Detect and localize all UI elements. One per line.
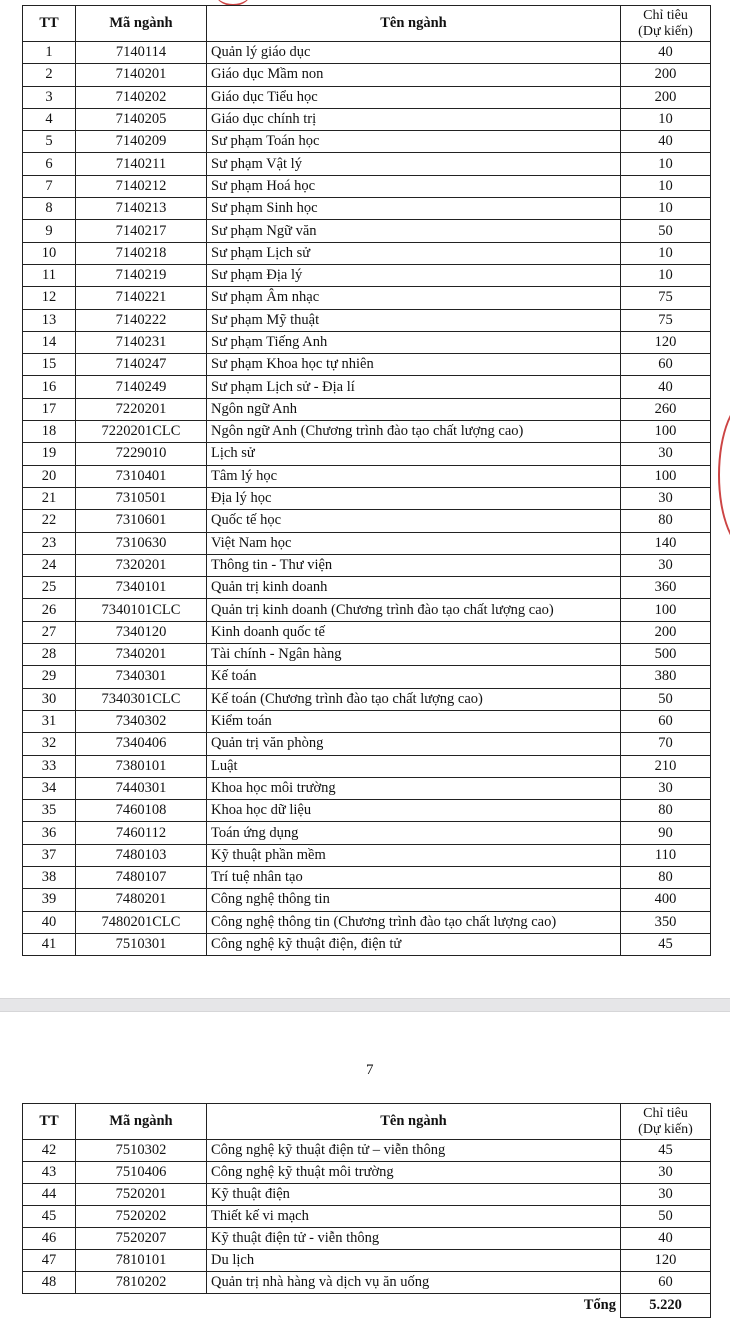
row-quota: 120 xyxy=(621,1250,711,1272)
table-row xyxy=(23,599,711,621)
row-name: Công nghệ thông tin (Chương trình đào tạo chất lượng cao) xyxy=(207,911,621,933)
row-name: Giáo dục chính trị xyxy=(207,108,621,130)
row-quota: 40 xyxy=(621,131,711,153)
row-code: 7340301 xyxy=(76,666,207,688)
row-tt: 16 xyxy=(23,376,76,398)
row-name: Trí tuệ nhân tạo xyxy=(207,866,621,888)
row-quota: 45 xyxy=(621,933,711,955)
table-row xyxy=(23,911,711,933)
page-break-divider xyxy=(0,998,730,1012)
row-code: 7510302 xyxy=(76,1140,207,1162)
row-tt: 9 xyxy=(23,220,76,242)
row-code: 7140217 xyxy=(76,220,207,242)
header-name: Tên ngành xyxy=(207,6,621,42)
header-name: Tên ngành xyxy=(207,1104,621,1140)
row-name: Công nghệ kỹ thuật môi trường xyxy=(207,1162,621,1184)
row-code: 7140201 xyxy=(76,64,207,86)
table-row xyxy=(23,86,711,108)
table-row xyxy=(23,510,711,532)
row-code: 7810101 xyxy=(76,1250,207,1272)
row-tt: 2 xyxy=(23,64,76,86)
table-row xyxy=(23,487,711,509)
row-name: Quản trị kinh doanh xyxy=(207,577,621,599)
row-name: Sư phạm Toán học xyxy=(207,131,621,153)
row-quota: 10 xyxy=(621,242,711,264)
row-quota: 90 xyxy=(621,822,711,844)
row-tt: 12 xyxy=(23,287,76,309)
row-tt: 20 xyxy=(23,465,76,487)
row-code: 7480103 xyxy=(76,844,207,866)
row-code: 7140247 xyxy=(76,354,207,376)
row-code: 7440301 xyxy=(76,777,207,799)
row-name: Sư phạm Lịch sử - Địa lí xyxy=(207,376,621,398)
row-quota: 100 xyxy=(621,599,711,621)
row-quota: 100 xyxy=(621,421,711,443)
header-quota-line2: (Dự kiến) xyxy=(638,1121,693,1137)
row-name: Sư phạm Âm nhạc xyxy=(207,287,621,309)
row-name: Kế toán xyxy=(207,666,621,688)
row-code: 7480107 xyxy=(76,866,207,888)
table-row xyxy=(23,220,711,242)
row-quota: 360 xyxy=(621,577,711,599)
row-name: Sư phạm Sinh học xyxy=(207,198,621,220)
row-tt: 40 xyxy=(23,911,76,933)
row-code: 7140213 xyxy=(76,198,207,220)
row-name: Toán ứng dụng xyxy=(207,822,621,844)
row-code: 7460112 xyxy=(76,822,207,844)
row-code: 7340101 xyxy=(76,577,207,599)
row-code: 7810202 xyxy=(76,1272,207,1294)
row-tt: 8 xyxy=(23,198,76,220)
row-code: 7520207 xyxy=(76,1228,207,1250)
row-tt: 29 xyxy=(23,666,76,688)
row-tt: 6 xyxy=(23,153,76,175)
row-name: Kỹ thuật điện tử - viễn thông xyxy=(207,1228,621,1250)
row-name: Ngôn ngữ Anh (Chương trình đào tạo chất lượng cao) xyxy=(207,421,621,443)
table-row xyxy=(23,264,711,286)
row-tt: 47 xyxy=(23,1250,76,1272)
row-quota: 110 xyxy=(621,844,711,866)
row-name: Kỹ thuật điện xyxy=(207,1184,621,1206)
row-tt: 31 xyxy=(23,710,76,732)
row-quota: 30 xyxy=(621,443,711,465)
row-tt: 5 xyxy=(23,131,76,153)
row-tt: 17 xyxy=(23,398,76,420)
row-tt: 36 xyxy=(23,822,76,844)
row-tt: 15 xyxy=(23,354,76,376)
row-name: Ngôn ngữ Anh xyxy=(207,398,621,420)
table-row xyxy=(23,844,711,866)
row-name: Quản lý giáo dục xyxy=(207,42,621,64)
majors-table-page2 xyxy=(22,1103,711,1318)
row-code: 7140212 xyxy=(76,175,207,197)
table-row xyxy=(23,800,711,822)
row-name: Luật xyxy=(207,755,621,777)
row-code: 7140222 xyxy=(76,309,207,331)
table-row xyxy=(23,1162,711,1184)
header-quota xyxy=(621,1104,711,1140)
row-tt: 32 xyxy=(23,733,76,755)
row-code: 7340101CLC xyxy=(76,599,207,621)
header-quota xyxy=(621,6,711,42)
row-tt: 34 xyxy=(23,777,76,799)
table-row xyxy=(23,1228,711,1250)
row-code: 7140218 xyxy=(76,242,207,264)
table-row xyxy=(23,175,711,197)
row-name: Kiểm toán xyxy=(207,710,621,732)
row-tt: 24 xyxy=(23,554,76,576)
row-code: 7340302 xyxy=(76,710,207,732)
table-row xyxy=(23,822,711,844)
table-row xyxy=(23,398,711,420)
row-code: 7520202 xyxy=(76,1206,207,1228)
table-row xyxy=(23,42,711,64)
row-quota: 80 xyxy=(621,866,711,888)
header-quota-line2: (Dự kiến) xyxy=(638,23,693,39)
majors-table-page1 xyxy=(22,5,711,956)
header-quota-line1: Chỉ tiêu xyxy=(643,1105,688,1121)
row-name: Thông tin - Thư viện xyxy=(207,554,621,576)
table-row xyxy=(23,1272,711,1294)
row-quota: 200 xyxy=(621,86,711,108)
table-row xyxy=(23,287,711,309)
row-name: Sư phạm Tiếng Anh xyxy=(207,331,621,353)
row-tt: 28 xyxy=(23,644,76,666)
row-quota: 40 xyxy=(621,1228,711,1250)
row-name: Tâm lý học xyxy=(207,465,621,487)
row-quota: 30 xyxy=(621,487,711,509)
row-name: Địa lý học xyxy=(207,487,621,509)
row-code: 7340301CLC xyxy=(76,688,207,710)
row-code: 7460108 xyxy=(76,800,207,822)
row-name: Kỹ thuật phần mềm xyxy=(207,844,621,866)
row-code: 7480201CLC xyxy=(76,911,207,933)
header-code: Mã ngành xyxy=(76,1104,207,1140)
row-tt: 48 xyxy=(23,1272,76,1294)
row-quota: 50 xyxy=(621,1206,711,1228)
row-name: Kinh doanh quốc tế xyxy=(207,621,621,643)
row-name: Du lịch xyxy=(207,1250,621,1272)
row-quota: 380 xyxy=(621,666,711,688)
row-name: Quốc tế học xyxy=(207,510,621,532)
page-number: 7 xyxy=(366,1062,374,1078)
row-name: Sư phạm Địa lý xyxy=(207,264,621,286)
row-code: 7340406 xyxy=(76,733,207,755)
row-quota: 50 xyxy=(621,688,711,710)
row-tt: 37 xyxy=(23,844,76,866)
table-row xyxy=(23,1140,711,1162)
row-name: Việt Nam học xyxy=(207,532,621,554)
row-name: Giáo dục Mầm non xyxy=(207,64,621,86)
row-tt: 23 xyxy=(23,532,76,554)
row-name: Lịch sử xyxy=(207,443,621,465)
table-row xyxy=(23,108,711,130)
row-quota: 10 xyxy=(621,108,711,130)
total-label: Tổng xyxy=(207,1294,621,1318)
row-quota: 70 xyxy=(621,733,711,755)
table-row xyxy=(23,421,711,443)
row-name: Giáo dục Tiểu học xyxy=(207,86,621,108)
row-name: Sư phạm Khoa học tự nhiên xyxy=(207,354,621,376)
row-quota: 80 xyxy=(621,510,711,532)
row-quota: 40 xyxy=(621,376,711,398)
row-tt: 3 xyxy=(23,86,76,108)
row-tt: 14 xyxy=(23,331,76,353)
table-row xyxy=(23,376,711,398)
row-quota: 10 xyxy=(621,175,711,197)
row-tt: 4 xyxy=(23,108,76,130)
table-row xyxy=(23,64,711,86)
row-name: Khoa học môi trường xyxy=(207,777,621,799)
row-code: 7310501 xyxy=(76,487,207,509)
row-code: 7310601 xyxy=(76,510,207,532)
row-tt: 38 xyxy=(23,866,76,888)
row-tt: 44 xyxy=(23,1184,76,1206)
row-tt: 18 xyxy=(23,421,76,443)
row-quota: 140 xyxy=(621,532,711,554)
header-code: Mã ngành xyxy=(76,6,207,42)
row-quota: 100 xyxy=(621,465,711,487)
row-tt: 22 xyxy=(23,510,76,532)
row-code: 7480201 xyxy=(76,889,207,911)
row-quota: 260 xyxy=(621,398,711,420)
row-name: Sư phạm Hoá học xyxy=(207,175,621,197)
row-code: 7380101 xyxy=(76,755,207,777)
table-row xyxy=(23,777,711,799)
header-tt: TT xyxy=(23,6,76,42)
row-code: 7140209 xyxy=(76,131,207,153)
row-code: 7140114 xyxy=(76,42,207,64)
row-quota: 10 xyxy=(621,198,711,220)
table-row xyxy=(23,198,711,220)
total-value: 5.220 xyxy=(621,1294,711,1318)
row-code: 7320201 xyxy=(76,554,207,576)
row-name: Quản trị văn phòng xyxy=(207,733,621,755)
row-tt: 43 xyxy=(23,1162,76,1184)
total-row xyxy=(23,1294,711,1318)
table-header-row xyxy=(23,1104,711,1140)
row-code: 7340120 xyxy=(76,621,207,643)
row-tt: 27 xyxy=(23,621,76,643)
row-quota: 500 xyxy=(621,644,711,666)
table-row xyxy=(23,644,711,666)
row-name: Sư phạm Lịch sử xyxy=(207,242,621,264)
row-code: 7140219 xyxy=(76,264,207,286)
table-row xyxy=(23,1250,711,1272)
table-body-page2 xyxy=(23,1140,711,1294)
header-tt: TT xyxy=(23,1104,76,1140)
row-quota: 75 xyxy=(621,287,711,309)
row-quota: 400 xyxy=(621,889,711,911)
row-tt: 42 xyxy=(23,1140,76,1162)
row-quota: 30 xyxy=(621,554,711,576)
row-quota: 75 xyxy=(621,309,711,331)
row-code: 7510406 xyxy=(76,1162,207,1184)
row-tt: 7 xyxy=(23,175,76,197)
row-tt: 19 xyxy=(23,443,76,465)
seal-stamp-right xyxy=(718,398,730,552)
row-code: 7140211 xyxy=(76,153,207,175)
row-quota: 80 xyxy=(621,800,711,822)
row-code: 7220201CLC xyxy=(76,421,207,443)
row-name: Tài chính - Ngân hàng xyxy=(207,644,621,666)
row-quota: 60 xyxy=(621,354,711,376)
table-row xyxy=(23,309,711,331)
table-row xyxy=(23,621,711,643)
table-row xyxy=(23,710,711,732)
table-row xyxy=(23,465,711,487)
row-code: 7140249 xyxy=(76,376,207,398)
row-quota: 120 xyxy=(621,331,711,353)
row-tt: 11 xyxy=(23,264,76,286)
row-code: 7229010 xyxy=(76,443,207,465)
row-code: 7140231 xyxy=(76,331,207,353)
row-quota: 60 xyxy=(621,710,711,732)
row-code: 7310630 xyxy=(76,532,207,554)
row-tt: 35 xyxy=(23,800,76,822)
row-tt: 41 xyxy=(23,933,76,955)
row-name: Khoa học dữ liệu xyxy=(207,800,621,822)
row-tt: 13 xyxy=(23,309,76,331)
row-quota: 30 xyxy=(621,1162,711,1184)
row-quota: 200 xyxy=(621,621,711,643)
table-row xyxy=(23,577,711,599)
row-quota: 350 xyxy=(621,911,711,933)
table-row xyxy=(23,443,711,465)
row-code: 7140202 xyxy=(76,86,207,108)
table-row xyxy=(23,354,711,376)
row-quota: 30 xyxy=(621,1184,711,1206)
row-quota: 40 xyxy=(621,42,711,64)
row-name: Quản trị nhà hàng và dịch vụ ăn uống xyxy=(207,1272,621,1294)
header-quota-line1: Chỉ tiêu xyxy=(643,7,688,23)
table-row xyxy=(23,331,711,353)
row-code: 7140205 xyxy=(76,108,207,130)
row-name: Công nghệ kỹ thuật điện tử – viễn thông xyxy=(207,1140,621,1162)
row-code: 7310401 xyxy=(76,465,207,487)
table-header-row xyxy=(23,6,711,42)
row-tt: 30 xyxy=(23,688,76,710)
row-name: Công nghệ thông tin xyxy=(207,889,621,911)
row-quota: 60 xyxy=(621,1272,711,1294)
row-tt: 21 xyxy=(23,487,76,509)
table-row xyxy=(23,554,711,576)
table-body-page1 xyxy=(23,42,711,956)
table-row xyxy=(23,933,711,955)
row-quota: 50 xyxy=(621,220,711,242)
row-code: 7140221 xyxy=(76,287,207,309)
table-row xyxy=(23,866,711,888)
row-name: Thiết kế vi mạch xyxy=(207,1206,621,1228)
row-quota: 10 xyxy=(621,153,711,175)
row-name: Quản trị kinh doanh (Chương trình đào tạo chất lượng cao) xyxy=(207,599,621,621)
table-row xyxy=(23,1184,711,1206)
table-row xyxy=(23,242,711,264)
table-row xyxy=(23,889,711,911)
row-tt: 10 xyxy=(23,242,76,264)
table-row xyxy=(23,688,711,710)
row-tt: 39 xyxy=(23,889,76,911)
row-quota: 210 xyxy=(621,755,711,777)
row-tt: 45 xyxy=(23,1206,76,1228)
row-code: 7220201 xyxy=(76,398,207,420)
table-row xyxy=(23,755,711,777)
row-tt: 1 xyxy=(23,42,76,64)
table-row xyxy=(23,666,711,688)
row-quota: 45 xyxy=(621,1140,711,1162)
row-name: Sư phạm Ngữ văn xyxy=(207,220,621,242)
row-tt: 25 xyxy=(23,577,76,599)
table-row xyxy=(23,153,711,175)
row-name: Sư phạm Mỹ thuật xyxy=(207,309,621,331)
table-row xyxy=(23,131,711,153)
row-quota: 200 xyxy=(621,64,711,86)
row-code: 7340201 xyxy=(76,644,207,666)
table-row xyxy=(23,733,711,755)
row-code: 7520201 xyxy=(76,1184,207,1206)
row-name: Công nghệ kỹ thuật điện, điện tử xyxy=(207,933,621,955)
row-name: Kế toán (Chương trình đào tạo chất lượng cao) xyxy=(207,688,621,710)
table-row xyxy=(23,532,711,554)
row-quota: 10 xyxy=(621,264,711,286)
row-tt: 33 xyxy=(23,755,76,777)
row-name: Sư phạm Vật lý xyxy=(207,153,621,175)
table-row xyxy=(23,1206,711,1228)
row-quota: 30 xyxy=(621,777,711,799)
row-tt: 26 xyxy=(23,599,76,621)
row-tt: 46 xyxy=(23,1228,76,1250)
row-code: 7510301 xyxy=(76,933,207,955)
